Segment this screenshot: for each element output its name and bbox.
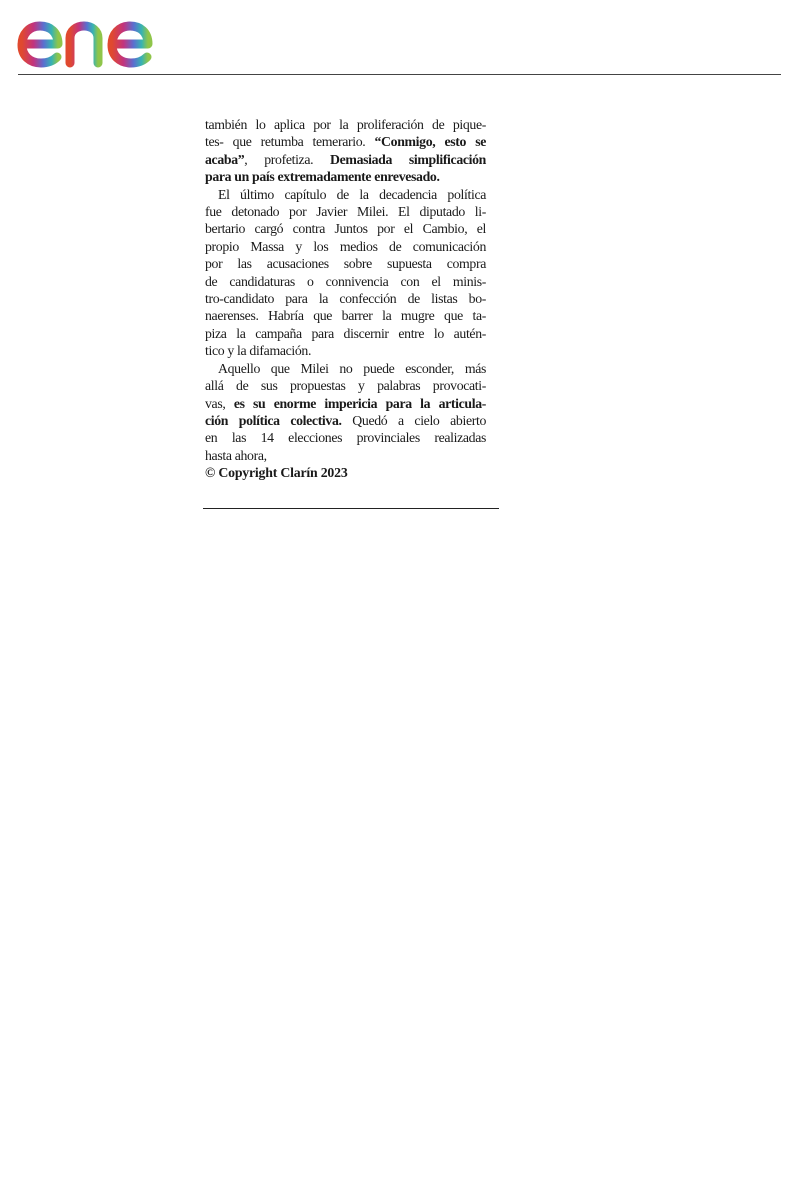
article-paragraph-1 — [205, 116, 486, 186]
text-line: tro-candidato para la confección de listas bo- — [205, 291, 486, 307]
text-line: también lo aplica por la proliferación de pique- — [205, 117, 486, 132]
header-divider — [18, 74, 781, 75]
text-line: El último capítulo de la decadencia política — [218, 186, 486, 202]
article-paragraph-2 — [205, 186, 486, 360]
text-line: para un país extremadamente enrevesado. — [205, 169, 440, 185]
article-paragraph-3 — [205, 360, 486, 464]
text-line: tico y la difamación. — [205, 343, 312, 359]
enel-logo — [14, 4, 184, 68]
text-line: acaba”, profetiza. Demasiada simplificación — [205, 151, 486, 167]
text-line: naerenses. Habría que barrer la mugre que ta- — [205, 308, 486, 324]
text-line: bertario cargó contra Juntos por el Cambio, el — [205, 221, 486, 237]
text-line: piza la campaña para discernir entre lo autén- — [205, 325, 486, 341]
text-line: ción política colectiva. Quedó a cielo abierto — [205, 412, 486, 428]
text-line: en las 14 elecciones provinciales realizadas — [205, 430, 486, 446]
article-end-divider — [203, 508, 499, 509]
text-line: tes- que retumba temerario. “Conmigo, esto se — [205, 134, 486, 150]
text-line: de candidaturas o connivencia con el minis- — [205, 273, 486, 289]
text-line: hasta ahora, — [205, 447, 267, 463]
article-column — [205, 116, 486, 482]
text-line: vas, es su enorme impericia para la articula- — [205, 395, 486, 411]
copyright-notice: © Copyright Clarín 2023 — [205, 465, 348, 481]
page-header — [0, 0, 800, 76]
text-line: fue detonado por Javier Milei. El diputado li- — [205, 204, 486, 220]
text-line: por las acusaciones sobre supuesta compra — [205, 256, 486, 272]
text-line: propio Massa y los medios de comunicación — [205, 238, 486, 254]
text-line: Aquello que Milei no puede esconder, más — [218, 360, 486, 376]
text-line: allá de sus propuestas y palabras provocati- — [205, 378, 486, 394]
